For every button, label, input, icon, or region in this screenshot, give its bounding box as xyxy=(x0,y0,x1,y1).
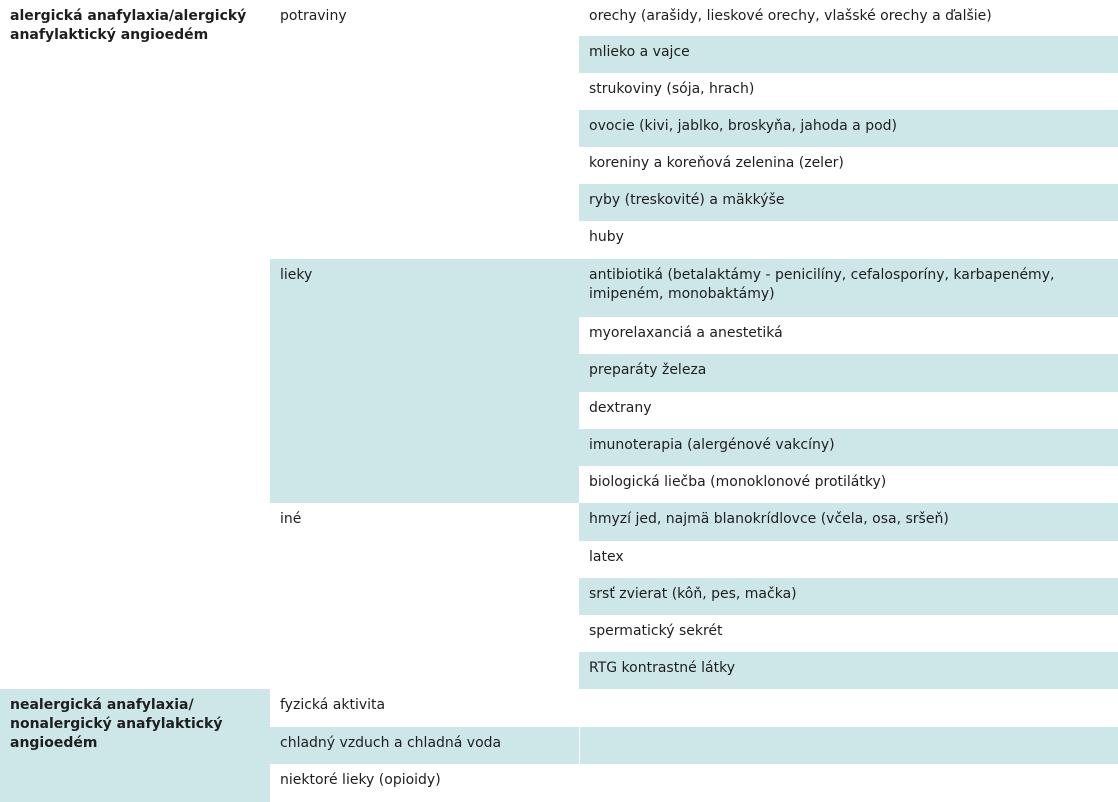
item-cell: orechy (arašidy, lieskové orechy, vlašské orechy a ďalšie) xyxy=(579,0,1118,36)
item-cell: fyzická aktivita xyxy=(270,689,579,727)
table-row xyxy=(0,0,1118,36)
category-cell-allergic: alergická anafylaxia/alergický anafylaktický angioedém xyxy=(0,0,270,689)
item-cell: dextrany xyxy=(579,392,1118,429)
item-cell: hmyzí jed, najmä blanokrídlovce (včela, osa, sršeň) xyxy=(579,503,1118,541)
item-cell: biologická liečba (monoklonové protilátky) xyxy=(579,466,1118,503)
item-cell: ovocie (kivi, jablko, broskyňa, jahoda a pod) xyxy=(579,110,1118,147)
item-cell: chladný vzduch a chladná voda xyxy=(270,727,579,764)
category-cell-nonallergic: nealergická anafylaxia/ nonalergický anafylaktický angioedém xyxy=(0,689,270,802)
item-cell: myorelaxanciá a anestetiká xyxy=(579,317,1118,354)
item-cell: preparáty železa xyxy=(579,354,1118,392)
item-cell: strukoviny (sója, hrach) xyxy=(579,73,1118,110)
item-cell: spermatický sekrét xyxy=(579,615,1118,652)
item-cell: koreniny a koreňová zelenina (zeler) xyxy=(579,147,1118,184)
group-cell-food: potraviny xyxy=(270,0,579,259)
item-cell: mlieko a vajce xyxy=(579,36,1118,73)
group-cell-other: iné xyxy=(270,503,579,689)
item-cell: imunoterapia (alergénové vakcíny) xyxy=(579,429,1118,466)
empty-cell xyxy=(579,727,1118,764)
group-cell-drugs: lieky xyxy=(270,259,579,503)
item-cell: srsť zvierat (kôň, pes, mačka) xyxy=(579,578,1118,615)
table-row xyxy=(0,689,1118,727)
item-cell: latex xyxy=(579,541,1118,578)
item-cell: ryby (treskovité) a mäkkýše xyxy=(579,184,1118,221)
item-cell: RTG kontrastné látky xyxy=(579,652,1118,689)
item-cell: huby xyxy=(579,221,1118,259)
item-cell: niektoré lieky (opioidy) xyxy=(270,764,579,802)
empty-cell xyxy=(579,689,1118,727)
empty-cell xyxy=(579,764,1118,802)
item-cell: antibiotiká (betalaktámy - penicilíny, cefalosporíny, karbapenémy, imipeném, monobaktámy) xyxy=(579,259,1118,317)
